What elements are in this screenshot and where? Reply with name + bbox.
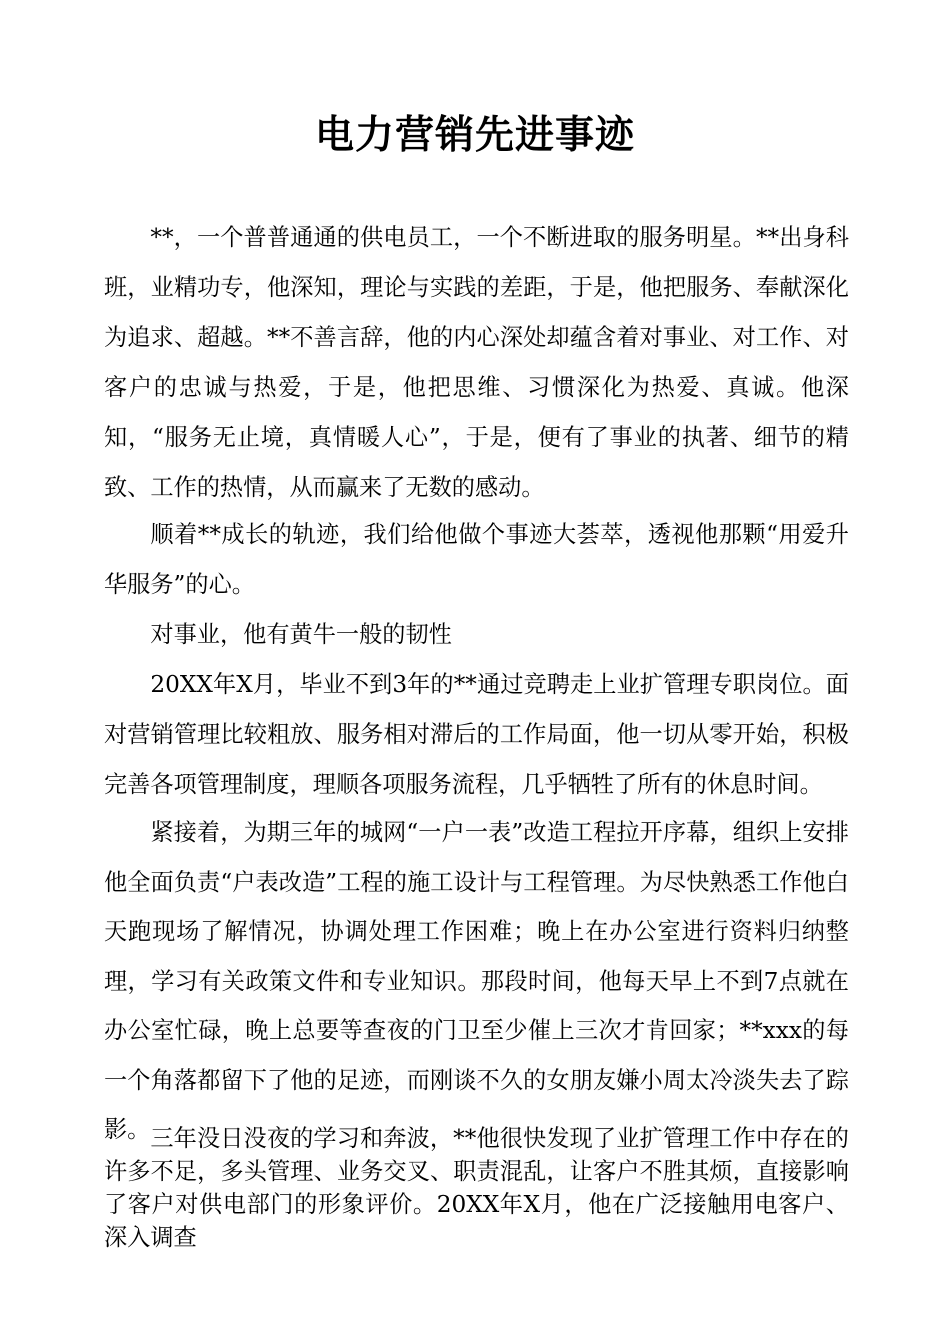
section-heading: 对事业，他有黄牛一般的韧性 [150, 621, 452, 648]
paragraph-trajectory: 顺着**成长的轨迹，我们给他做个事迹大荟萃，透视他那颗“用爱升华服务”的心。 [104, 521, 849, 598]
paragraph-intro: **，一个普普通通的供电员工，一个不断进取的服务明星。**出身科班，业精功专，他深知，理论与实践的差距，于是，他把服务、奉献深化为追求、超越。**不善言辞，他的内心深处却蕴含着对事业、对工作、对客户的忠诚与热爱，于是，他把思维、习惯深化为热爱、真诚。他深知，“服务无止境，真情暖人心”，于是，便有了事业的执著、细节的精致、工作的热情，从而赢来了无数的感动。 [104, 224, 849, 501]
document-title: 电力营销先进事迹 [314, 113, 635, 158]
paragraph-renovation: 紧接着，为期三年的城网“一户一表”改造工程拉开序幕，组织上安排他全面负责“户表改造”工程的施工设计与工程管理。为尽快熟悉工作他白天跑现场了解情况，协调处理工作困难；晚上在办公室进行资料归纳整理，学习有关政策文件和专业知识。那段时间，他每天早上不到7点就在办公室忙碌，晚上总要等查夜的门卫至少催上三次才肯回家；**xxx的每一个角落都留下了他的足迹，而刚谈不久的女朋友嫌小周太冷淡失去了踪影。 [104, 819, 849, 1143]
paragraph-job: 20XX年X月，毕业不到3年的**通过竞聘走上业扩管理专职岗位。面对营销管理比较粗放、服务相对滞后的工作局面，他一切从零开始，积极完善各项管理制度，理顺各项服务流程，几乎牺牲了所有的休息时间。 [104, 671, 849, 798]
paragraph-three-years: 三年没日没夜的学习和奔波，**他很快发现了业扩管理工作中存在的许多不足，多头管理、业务交叉、职责混乱，让客户不胜其烦，直接影响了客户对供电部门的形象评价。20XX年X月，他在广泛接触用电客户、深入调查 [104, 1125, 849, 1251]
